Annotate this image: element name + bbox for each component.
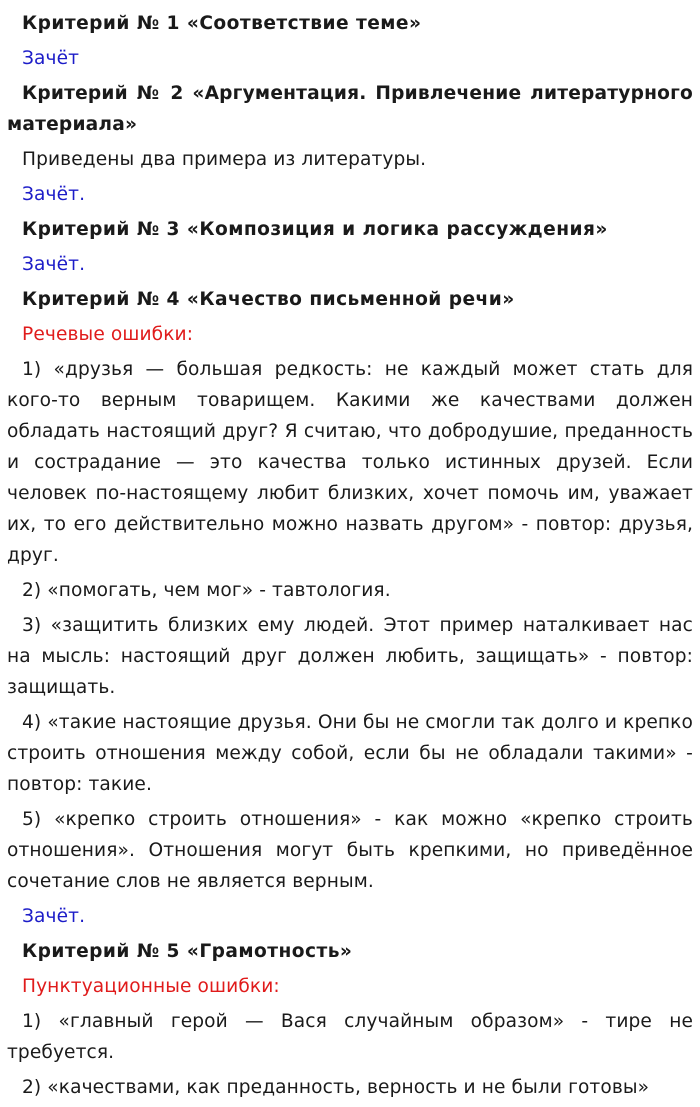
criterion-4-error-1: 1) «друзья — большая редкость: не каждый может стать для кого-то верным товарищем. Какими же качествами должен обладать настоящий друг? Я считаю, что добродушие, преданность и сострадание — это качества только истинных друзей. Если человек по-настоящему любит близких, хочет помочь им, уважает их, то его действительно можно назвать другом» - повтор: друзья, друг. bbox=[7, 359, 693, 566]
essay-review bbox=[7, 8, 693, 1107]
criterion-5-error-2: 2) «качествами, как преданность, верность и не были готовы» bbox=[22, 1077, 650, 1098]
criterion-2-comment: Приведены два примера из литературы. bbox=[22, 149, 427, 170]
criterion-4-error-type: Речевые ошибки: bbox=[22, 324, 194, 345]
criterion-2-verdict: Зачёт. bbox=[22, 184, 86, 205]
criterion-1-title: Критерий № 1 «Соответствие теме» bbox=[22, 13, 422, 34]
criterion-5-error-1: 1) «главный герой — Вася случайным образом» - тире не требуется. bbox=[7, 1011, 693, 1063]
criterion-5-error-type: Пунктуационные ошибки: bbox=[22, 976, 280, 997]
criterion-4-error-2: 2) «помогать, чем мог» - тавтология. bbox=[22, 580, 391, 601]
criterion-3-title: Критерий № 3 «Композиция и логика рассуждения» bbox=[22, 219, 608, 240]
criterion-2-title: Критерий № 2 «Аргументация. Привлечение литературного материала» bbox=[7, 83, 693, 135]
criterion-4-error-4: 4) «такие настоящие друзья. Они бы не смогли так долго и крепко строить отношения между собой, если бы не обладали такими» - повтор: такие. bbox=[7, 712, 693, 795]
criterion-1-verdict: Зачёт bbox=[22, 48, 80, 69]
criterion-5-title: Критерий № 5 «Грамотность» bbox=[22, 941, 353, 962]
criterion-4-title: Критерий № 4 «Качество письменной речи» bbox=[22, 289, 515, 310]
criterion-4-error-3: 3) «защитить близких ему людей. Этот пример наталкивает нас на мысль: настоящий друг должен любить, защищать» - повтор: защищать. bbox=[7, 615, 693, 698]
criterion-3-verdict: Зачёт. bbox=[22, 254, 86, 275]
criterion-4-error-5: 5) «крепко строить отношения» - как можно «крепко строить отношения». Отношения могут быть крепкими, но приведённое сочетание слов не является верным. bbox=[7, 809, 693, 892]
criterion-4-verdict: Зачёт. bbox=[22, 906, 86, 927]
